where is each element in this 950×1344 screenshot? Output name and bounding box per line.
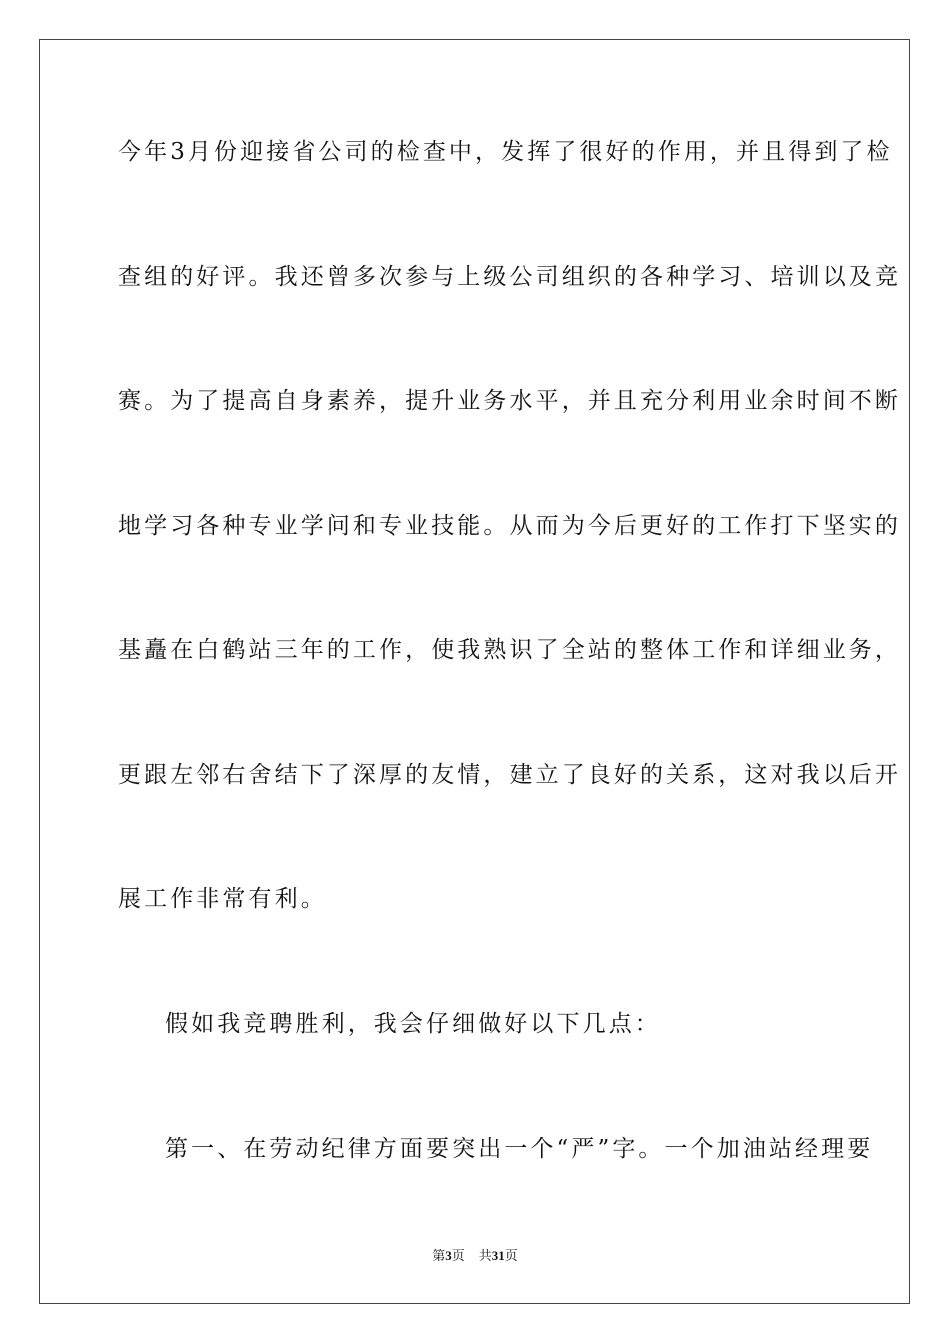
- body-line-5: 基矗在白鹤站三年的工作，使我熟识了全站的整体工作和详细业务，: [118, 637, 901, 663]
- total-pages: 31: [491, 1248, 505, 1263]
- total-suffix: 页: [504, 1248, 518, 1263]
- total-prefix: 共: [478, 1248, 492, 1263]
- page-prefix: 第: [432, 1248, 446, 1263]
- page-border: [39, 39, 910, 1304]
- body-line-2: 查组的好评。我还曾多次参与上级公司组织的各种学习、培训以及竞: [118, 264, 901, 290]
- body-line-6: 更跟左邻右舍结下了深厚的友情，建立了良好的关系，这对我以后开: [118, 762, 901, 788]
- page-number: 3: [445, 1248, 452, 1263]
- body-line-7: 展工作非常有利。: [118, 886, 327, 912]
- paragraph-line-9: 第一、在劳动纪律方面要突出一个“严”字。一个加油站经理要: [165, 1136, 874, 1162]
- body-line-4: 地学习各种专业学问和专业技能。从而为今后更好的工作打下坚实的: [118, 513, 901, 539]
- page-footer: [0, 1248, 950, 1264]
- paragraph-line-8: 假如我竞聘胜利，我会仔细做好以下几点：: [165, 1011, 661, 1037]
- body-line-1: 今年3月份迎接省公司的检查中，发挥了很好的作用，并且得到了检: [118, 139, 893, 165]
- page-suffix: 页: [451, 1248, 465, 1263]
- body-line-3: 赛。为了提高自身素养，提升业务水平，并且充分利用业余时间不断: [118, 388, 901, 414]
